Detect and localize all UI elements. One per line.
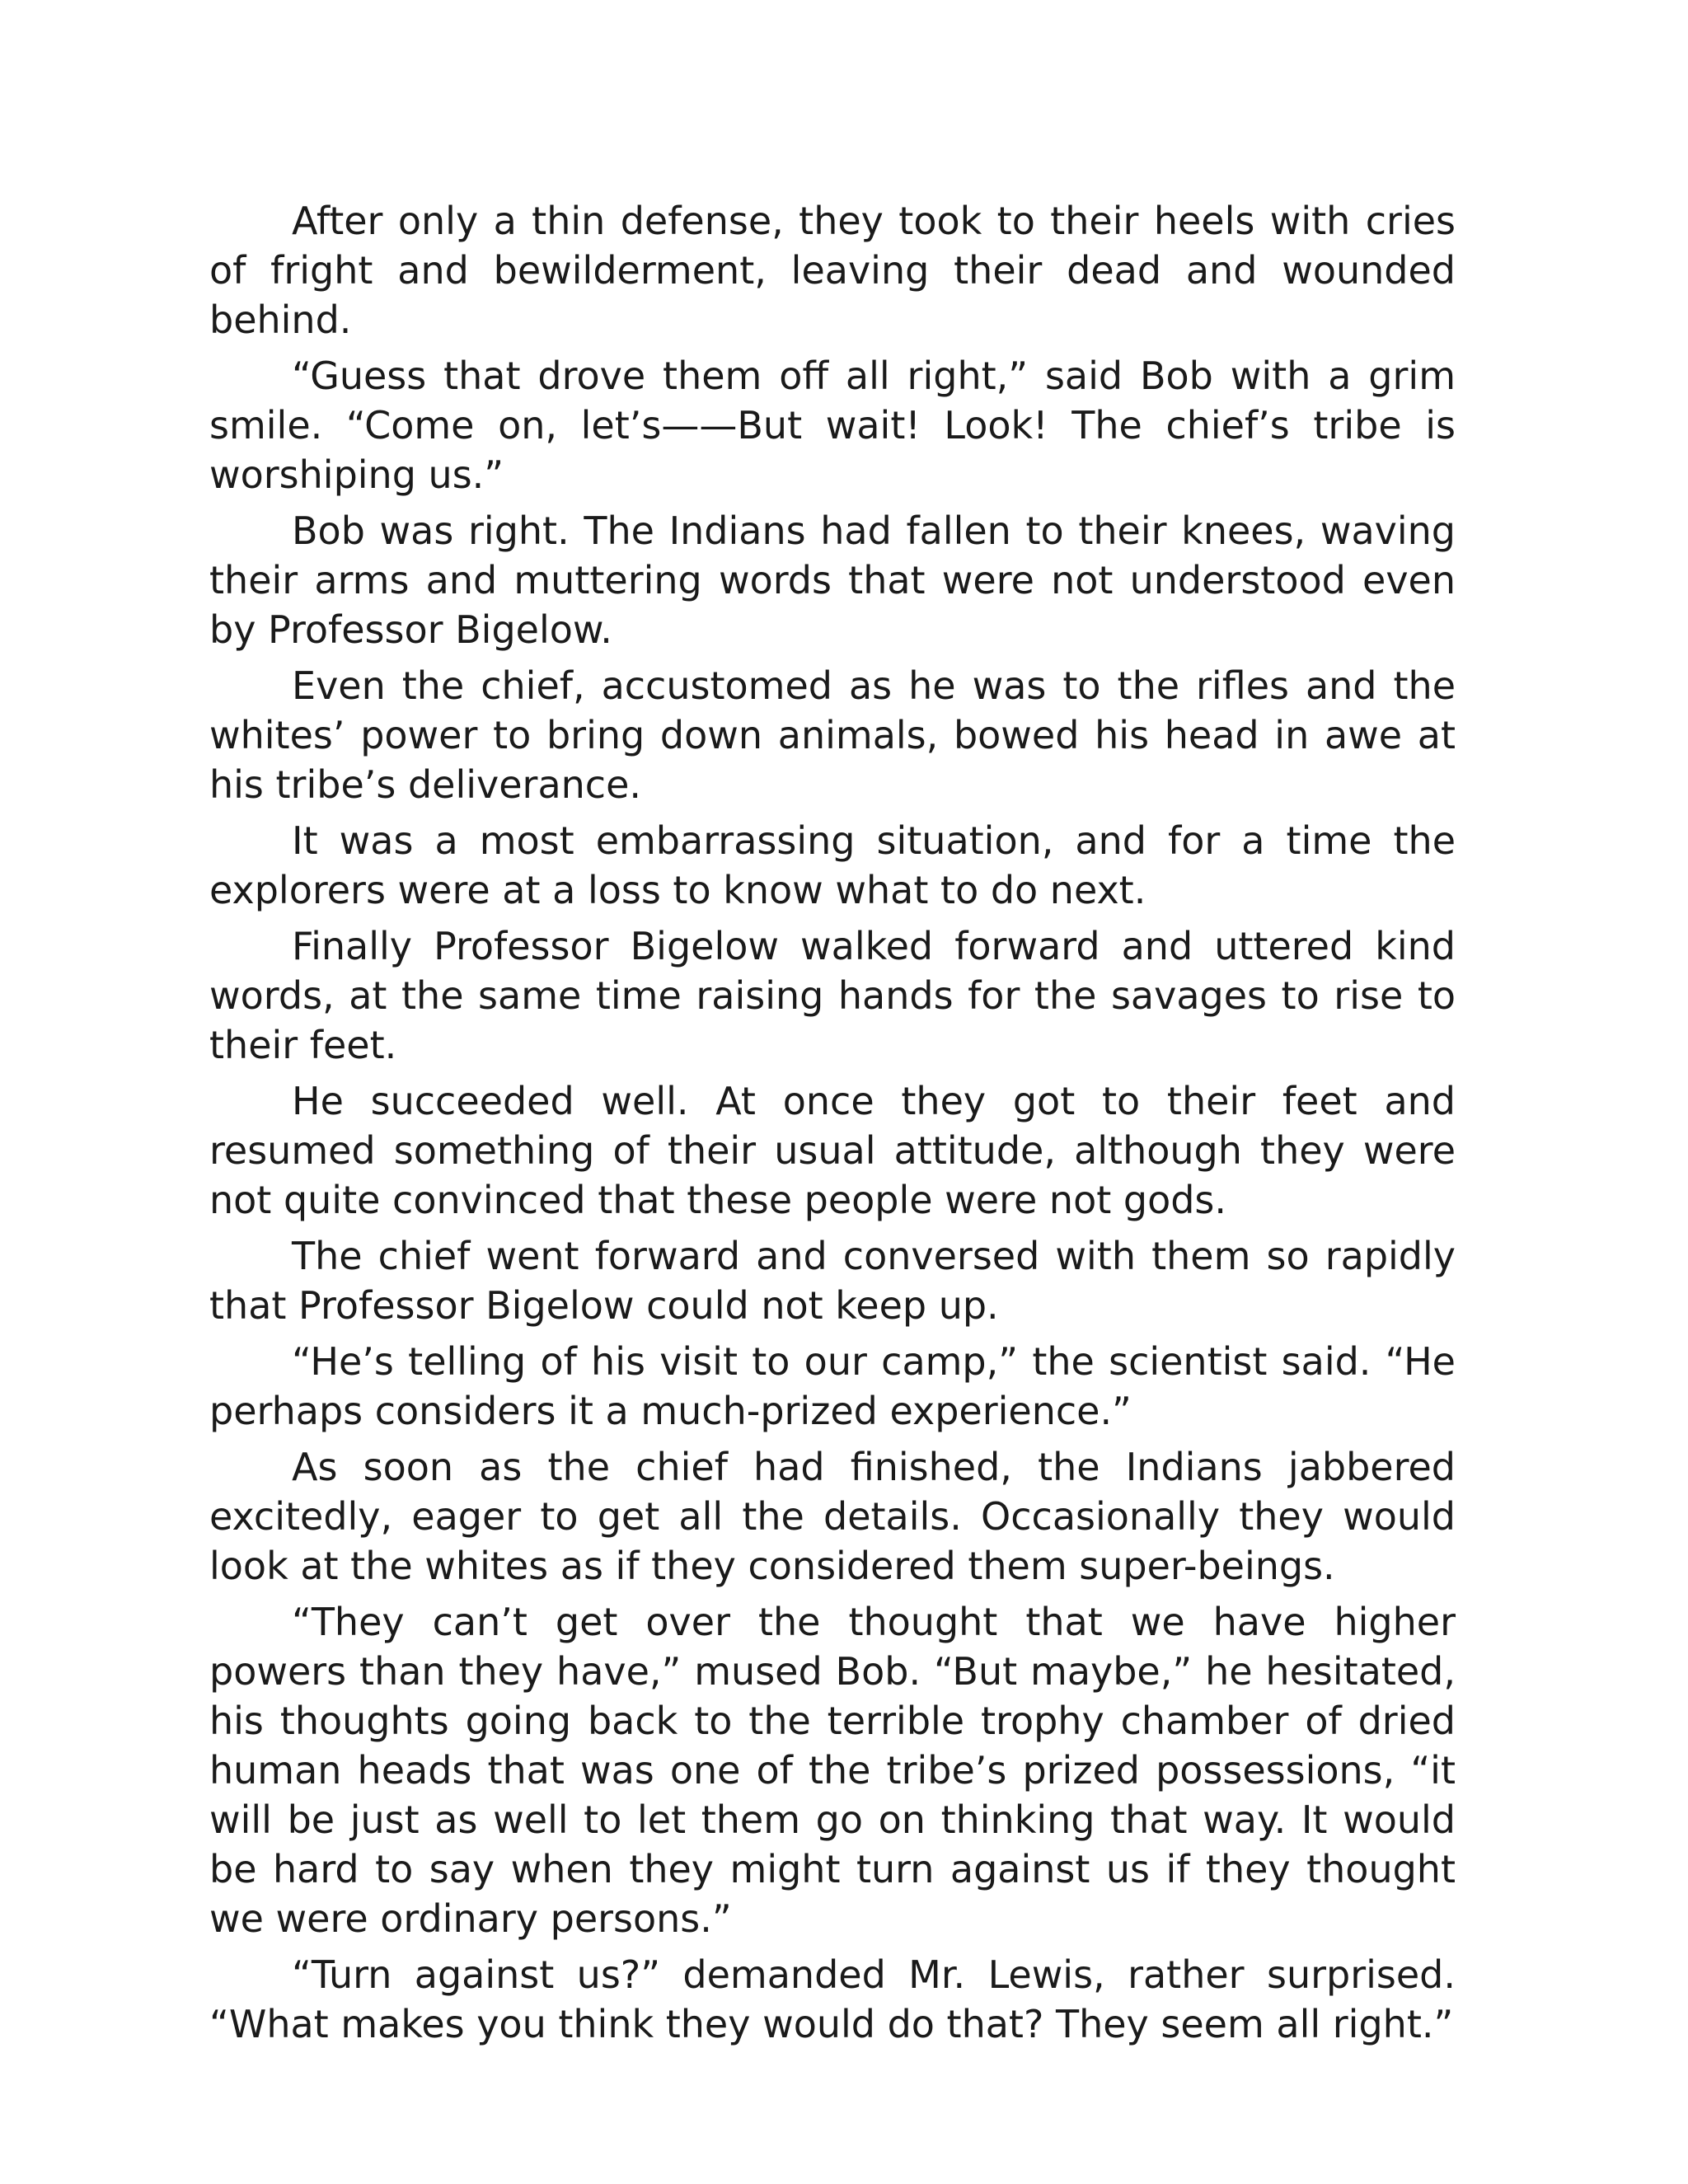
- paragraph-8: The chief went forward and conversed with them so rapidly that Professor Bigelow could not keep up.: [209, 1234, 1456, 1328]
- paragraph-2: “Guess that drove them off all right,” said Bob with a grim smile. “Come on, let’s——But wait! Look! The chief’s tribe is worshiping us.”: [209, 354, 1456, 497]
- paragraph-11: “They can’t get over the thought that we have higher powers than they have,” mused Bob. “But maybe,” he hesitated, his thoughts going back to the terrible trophy chamber of dried human heads that was one of the tribe’s prized possessions, “it will be just as well to let them go on thinking that way. It would be hard to say when they might turn against us if they thought we were ordinary persons.”: [209, 1600, 1456, 1941]
- paragraph-7: He succeeded well. At once they got to their feet and resumed something of their usual attitude, although they were not quite convinced that these people were not gods.: [209, 1079, 1456, 1222]
- paragraph-12: “Turn against us?” demanded Mr. Lewis, rather surprised. “What makes you think they would do that? They seem all right.”: [209, 1952, 1456, 2046]
- paragraph-6: Finally Professor Bigelow walked forward and uttered kind words, at the same time raising hands for the savages to rise to their feet.: [209, 924, 1456, 1067]
- paragraph-3: Bob was right. The Indians had fallen to their knees, waving their arms and muttering words that were not understood even by Professor Bigelow.: [209, 509, 1456, 652]
- paragraph-10: As soon as the chief had finished, the Indians jabbered excitedly, eager to get all the details. Occasionally they would look at the whites as if they considered them super-beings.: [209, 1445, 1456, 1588]
- page-body: [209, 196, 1456, 2055]
- paragraph-9: “He’s telling of his visit to our camp,” the scientist said. “He perhaps considers it a much-prized experience.”: [209, 1339, 1456, 1433]
- paragraph-4: Even the chief, accustomed as he was to the rifles and the whites’ power to bring down animals, bowed his head in awe at his tribe’s deliverance.: [209, 663, 1456, 807]
- paragraph-1: After only a thin defense, they took to their heels with cries of fright and bewilderment, leaving their dead and wounded behind.: [209, 199, 1456, 342]
- paragraph-5: It was a most embarrassing situation, and for a time the explorers were at a loss to know what to do next.: [209, 818, 1456, 912]
